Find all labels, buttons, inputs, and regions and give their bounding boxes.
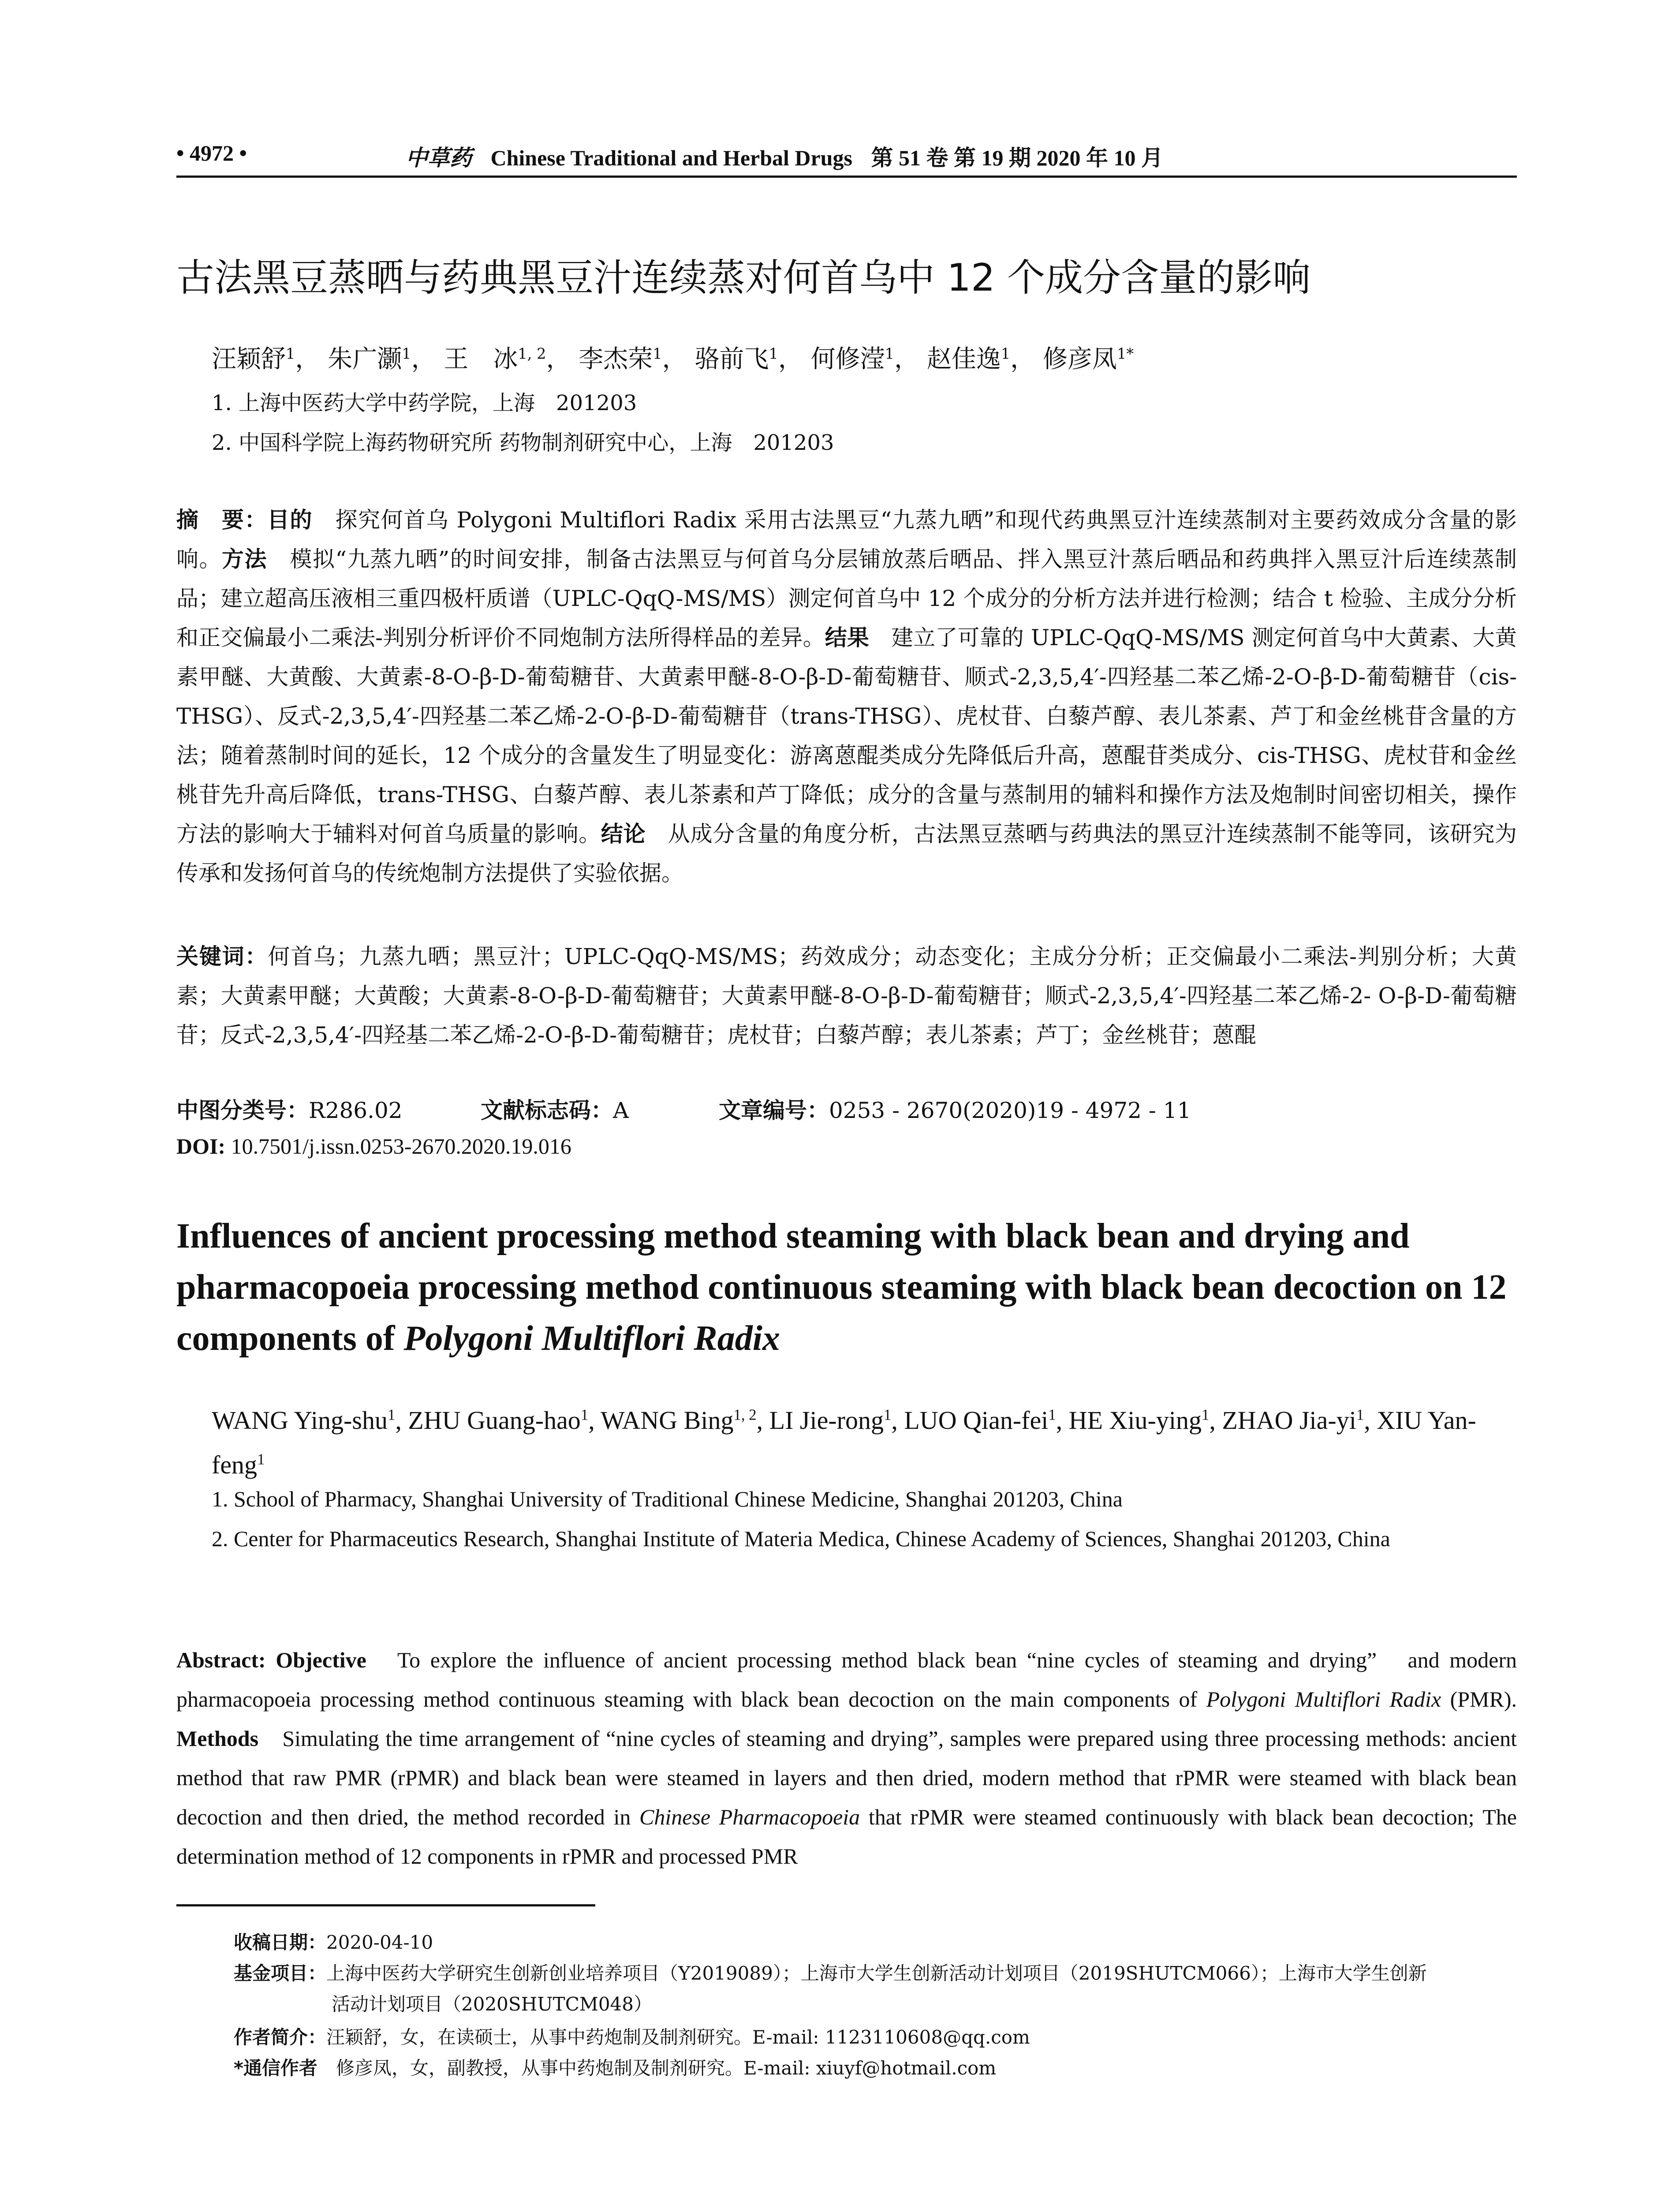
methods-text: 模拟“九蒸九晒”的时间安排，制备古法黑豆与何首乌分层铺放蒸后晒品、拌入黑豆汁蒸后晒品和药典拌入黑豆汁后连续蒸制品；建立超高压液相三重四极杆质谱（UPLC-QqQ-MS/MS）测定何首乌中 12 个成分的分析方法并进行检测；结合 t 检验、主成分分析和正交偏最小二乘法-判别分析评价不同炮制方法所得样品的差异。 — [176, 546, 1517, 650]
clc-code: 中图分类号：R286.02 — [176, 1098, 403, 1123]
author-en: LUO Qian-fei$^1$ — [904, 1406, 1056, 1435]
title-zh: 古法黑豆蒸晒与药典黑豆汁连续蒸对何首乌中 12 个成分含量的影响 — [176, 256, 1311, 300]
affiliation-zh-1: 1. 上海中医药大学中药学院，上海 201203 — [212, 391, 637, 415]
running-header — [176, 140, 1517, 176]
journal-name-cn: 中草药 — [406, 145, 472, 171]
author-en: WANG Ying-shu$^1$ — [212, 1406, 396, 1435]
author-en: XIU Yan-feng$^1$ — [212, 1406, 1476, 1479]
keywords-zh — [176, 937, 1517, 1055]
page-number: • 4972 • — [176, 141, 247, 165]
abstract-label: 摘 要： — [176, 507, 268, 533]
doi-line — [176, 1133, 571, 1159]
methods-en-label: Methods — [176, 1726, 259, 1751]
author-zh: 骆前飞$^1$ — [694, 345, 778, 374]
paper-page — [176, 0, 1517, 2205]
doi-label: DOI: — [176, 1134, 226, 1159]
author-zh: 赵佳逸$^1$ — [926, 345, 1011, 374]
objective-label: 目的 — [267, 507, 313, 533]
classification-line — [176, 1093, 1191, 1125]
keywords-text: 何首乌；九蒸九晒；黑豆汁；UPLC-QqQ-MS/MS；药效成分；动态变化；主成分分析；正交偏最小二乘法-判别分析；大黄素；大黄素甲醚；大黄酸；大黄素-8-O-β-D-葡萄糖苷；大黄素甲醚-8-O-β-D-葡萄糖苷；顺式-2,3,5,4′-四羟基二苯乙烯-2- O-β-D-葡萄糖苷；反式-2,3,5,4′-四羟基二苯乙烯-2-O-β-D-葡萄糖苷；虎杖苷；白藜芦醇；表儿茶素；芦丁；金丝桃苷；蒽醌 — [176, 944, 1517, 1048]
affiliation-en-1: 1. School of Pharmacy, Shanghai University of Traditional Chinese Medicine, Shanghai 201203, China — [212, 1487, 1123, 1511]
footnote-corresponding: *通信作者 修彦凤，女，副教授，从事中药炮制及制剂研究。E-mail: xiuyf@hotmail.com — [234, 2057, 997, 2079]
title-en-species: Polygoni Multiflori Radix — [403, 1319, 780, 1358]
methods-label: 方法 — [222, 546, 268, 572]
keywords-label: 关键词： — [176, 944, 268, 969]
abstract-en: Abstract: Objective To explore the influence of ancient processing method black bean “nine cycles of steaming and drying” and modern pharmacopoeia processing method continuous steaming with black bean decoction on the main components of Polygoni Multiflori Radix (PMR). Methods Simulating the time arrangement of “nine cycles of steaming and drying”, samples were prepared using three processing methods: ancient method that raw PMR (rPMR) and black bean were steamed in layers and then dried, modern method that rPMR were steamed with black bean decoction and then dried, the method recorded in Chinese Pharmacopoeia that rPMR were steamed continuously with black bean decoction; The determination method of 12 components in rPMR and processed PMR — [176, 1648, 1517, 1869]
results-label: 结果 — [825, 625, 870, 650]
affiliation-zh-2: 2. 中国科学院上海药物研究所 药物制剂研究中心，上海 201203 — [212, 430, 834, 455]
conclusion-label: 结论 — [601, 821, 646, 847]
footnote-received: 收稿日期：2020-04-10 — [234, 1932, 433, 1953]
authors-en: WANG Ying-shu$^1$, ZHU Guang-hao$^1$, WANG Bing$^{1, 2}$, LI Jie-rong$^1$, LUO Qian-fei$^1$, HE Xiu-ying$^1$, ZHAO Jia-$yi^1$, XIU Yan-feng$^1$ — [212, 1406, 1476, 1479]
author-en: ZHU Guang-hao$^1$ — [408, 1406, 589, 1435]
affiliation-en-2: 2. Center for Pharmaceutics Research, Shanghai Institute of Materia Medica, Chinese Academy of Sciences, Shanghai 201203, China — [212, 1526, 1390, 1551]
author-en: WANG Bing$^{1, 2}$ — [601, 1406, 757, 1435]
abstract-zh — [176, 501, 1517, 893]
author-zh: 李杰荣$^1$ — [579, 345, 662, 374]
authors-zh: 汪颖舒$^1$， 朱广灏$^1$， 王 冰$^{1, 2}$， 李杰荣$^1$， 骆前飞$^1$， 何修滢$^1$， 赵佳逸$^1$， 修彦凤$^{1*}$ — [212, 345, 1134, 374]
footnote-author: 作者简介：汪颖舒，女，在读硕士，从事中药炮制及制剂研究。E-mail: 1123110608@qq.com — [234, 2026, 1030, 2048]
results-text: 建立了可靠的 UPLC-QqQ-MS/MS 测定何首乌中大黄素、大黄素甲醚、大黄酸、大黄素-8-O-β-D-葡萄糖苷、大黄素甲醚-8-O-β-D-葡萄糖苷、顺式-2,3,5,4′-四羟基二苯乙烯-2-O-β-D-葡萄糖苷（cis-THSG）、反式-2,3,5,4′-四羟基二苯乙烯-2-O-β-D-葡萄糖苷（trans-THSG）、虎杖苷、白藜芦醇、表儿茶素、芦丁和金丝桃苷含量的方法；随着蒸制时间的延长，12 个成分的含量发生了明显变化：游离蒽醌类成分先降低后升高，蒽醌苷类成分、cis-THSG、虎杖苷和金丝桃苷先升高后降低，trans-THSG、白藜芦醇、表儿茶素和芦丁降低；成分的含量与蒸制用的辅料和操作方法及炮制时间密切相关，操作方法的影响大于辅料对何首乌质量的影响。 — [176, 625, 1517, 847]
author-zh: 朱广灏$^1$ — [328, 345, 411, 374]
title-en: Influences of ancient processing method steaming with black bean and drying and pharmacopoeia processing method continuous steaming with black bean decoction on 12 components of Polygoni Multiflori Radix — [176, 1217, 1507, 1358]
footnote-rule — [176, 1904, 595, 1906]
journal-issue: 第 51 卷 第 19 期 2020 年 10 月 — [871, 146, 1163, 170]
author-zh: 修彦凤$^{1*}$ — [1043, 345, 1134, 374]
journal-name-en: Chinese Traditional and Herbal Drugs — [490, 146, 852, 170]
author-zh: 王 冰$^{1, 2}$ — [444, 345, 546, 374]
author-zh: 何修滢$^1$ — [810, 345, 895, 374]
footnote-fund: 基金项目：上海中医药大学研究生创新创业培养项目（Y2019089）；上海市大学生创新活动计划项目（2019SHUTCM066）；上海市大学生创新 活动计划项目（2020SHUTCM048） — [234, 1962, 1427, 2015]
author-en: HE Xiu-ying$^1$ — [1068, 1406, 1210, 1435]
objective-text: 探究何首乌 Polygoni Multiflori Radix 采用古法黑豆“九蒸九晒”和现代药典黑豆汁连续蒸制对主要药效成分含量的影响。 — [176, 507, 1517, 572]
abstract-en-label: Abstract: Objective — [176, 1648, 366, 1672]
conclusion-text: 从成分含量的角度分析，古法黑豆蒸晒与药典法的黑豆汁连续蒸制不能等同，该研究为传承和发扬何首乌的传统炮制方法提供了实验依据。 — [176, 821, 1517, 886]
header-rule — [176, 176, 1517, 178]
doc-code: 文献标志码：A — [481, 1098, 629, 1123]
author-en: LI Jie-rong$^1$ — [769, 1406, 892, 1435]
journal-info — [406, 140, 1163, 172]
author-en: ZHAO Jia-$yi^1$ — [1222, 1406, 1364, 1435]
doi-value[interactable]: 10.7501/j.issn.0253-2670.2020.19.016 — [225, 1134, 571, 1159]
author-zh: 汪颖舒$^1$ — [212, 345, 295, 374]
article-number: 文章编号：0253 - 2670(2020)19 - 4972 - 11 — [719, 1098, 1191, 1123]
